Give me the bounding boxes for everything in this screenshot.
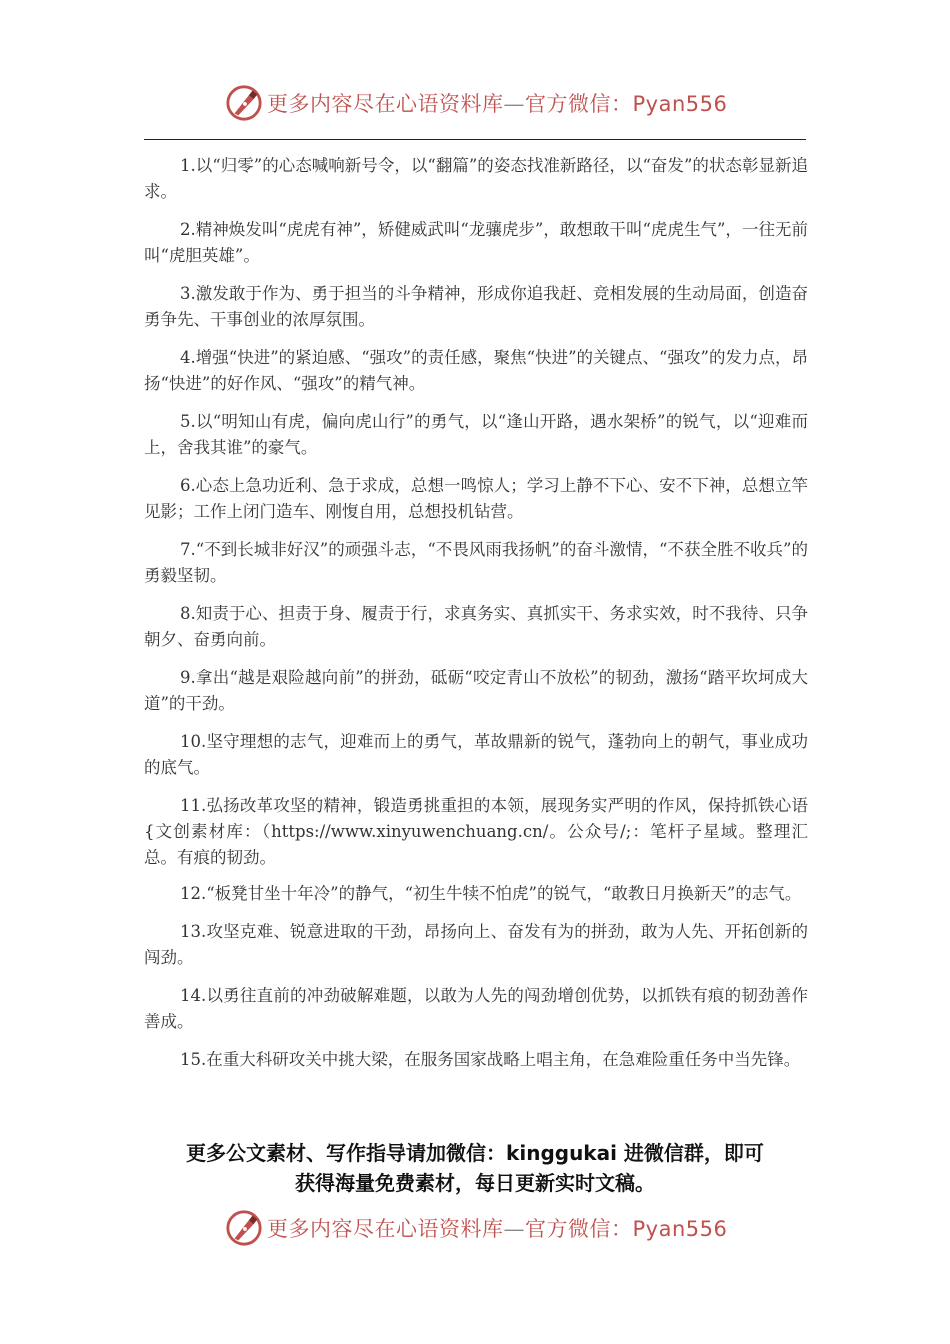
list-item: 7.“不到长城非好汉”的顽强斗志，“不畏风雨我扬帆”的奋斗激情，“不获全胜不收兵”的勇毅坚韧。 — [144, 540, 808, 585]
list-item: 11.弘扬改革攻坚的精神，锻造勇挑重担的本领，展现务实严明的作风，保持抓铁心语{文创素材库：（https://www.xinyuwenchuang.cn/。公众号/;：笔杆子星域。整理汇总。有痕的韧劲。 — [144, 796, 808, 867]
list-item: 14.以勇往直前的冲劲破解难题，以敢为人先的闯劲增创优势，以抓铁有痕的韧劲善作善成。 — [144, 986, 808, 1031]
list-item: 12.“板凳甘坐十年冷”的静气，“初生牛犊不怕虎”的锐气，“敢教日月换新天”的志气。 — [180, 884, 802, 903]
promo-block — [110, 1138, 840, 1198]
list-item: 1.以“归零”的心态喊响新号令，以“翻篇”的姿态找准新路径，以“奋发”的状态彰显新追求。 — [144, 156, 808, 201]
list-item: 8.知责于心、担责于身、履责于行，求真务实、真抓实干、务求实效，时不我待、只争朝夕、奋勇向前。 — [144, 604, 808, 649]
list-item: 15.在重大科研攻关中挑大梁，在服务国家战略上唱主角，在急难险重任务中当先锋。 — [180, 1050, 801, 1069]
header-banner-label: 官方微信： — [525, 92, 633, 116]
header-divider — [144, 139, 806, 140]
promo-line-1: 更多公文素材、写作指导请加微信：kinggukai 进微信群，即可 — [186, 1141, 764, 1165]
footer-banner-id: Pyan556 — [632, 1217, 728, 1241]
footer-banner-main: 更多内容尽在心语资料库 — [267, 1217, 504, 1241]
list-item: 6.心态上急功近利、急于求成，总想一鸣惊人；学习上静不下心、安不下神，总想立竿见影；工作上闭门造车、刚愎自用，总想投机钻营。 — [144, 476, 808, 521]
footer-banner — [225, 1208, 727, 1248]
list-item: 13.攻坚克难、锐意进取的干劲，昂扬向上、奋发有为的拼劲，敢为人先、开拓创新的闯劲。 — [144, 922, 808, 967]
list-item: 5.以“明知山有虎，偏向虎山行”的勇气，以“逢山开路，遇水架桥”的锐气，以“迎难而上，舍我其谁”的豪气。 — [144, 412, 808, 457]
pen-nib-icon — [225, 84, 263, 122]
header-banner-main: 更多内容尽在心语资料库 — [267, 92, 504, 116]
list-item: 2.精神焕发叫“虎虎有神”，矫健威武叫“龙骧虎步”，敢想敢干叫“虎虎生气”，一往无前叫“虎胆英雄”。 — [144, 220, 808, 265]
document-body — [144, 153, 808, 1085]
promo-line-2: 获得海量免费素材，每日更新实时文稿。 — [295, 1171, 655, 1195]
list-item: 4.增强“快进”的紧迫感、“强攻”的责任感，聚焦“快进”的关键点、“强攻”的发力点，昂扬“快进”的好作风、“强攻”的精气神。 — [144, 348, 808, 393]
footer-banner-label: 官方微信： — [525, 1217, 633, 1241]
header-banner-text — [267, 88, 727, 118]
list-item: 10.坚守理想的志气，迎难而上的勇气，革故鼎新的锐气，蓬勃向上的朝气，事业成功的底气。 — [144, 732, 808, 777]
list-item: 3.激发敢于作为、勇于担当的斗争精神，形成你追我赶、竞相发展的生动局面，创造奋勇争先、干事创业的浓厚氛围。 — [144, 284, 808, 329]
header-banner-dash: — — [503, 92, 525, 116]
header-banner-id: Pyan556 — [632, 92, 728, 116]
footer-banner-text — [267, 1213, 727, 1243]
footer-banner-dash: — — [503, 1217, 525, 1241]
header-banner — [225, 83, 727, 123]
pen-nib-icon — [225, 1209, 263, 1247]
list-item: 9.拿出“越是艰险越向前”的拼劲，砥砺“咬定青山不放松”的韧劲，激扬“踏平坎坷成大道”的干劲。 — [144, 668, 808, 713]
